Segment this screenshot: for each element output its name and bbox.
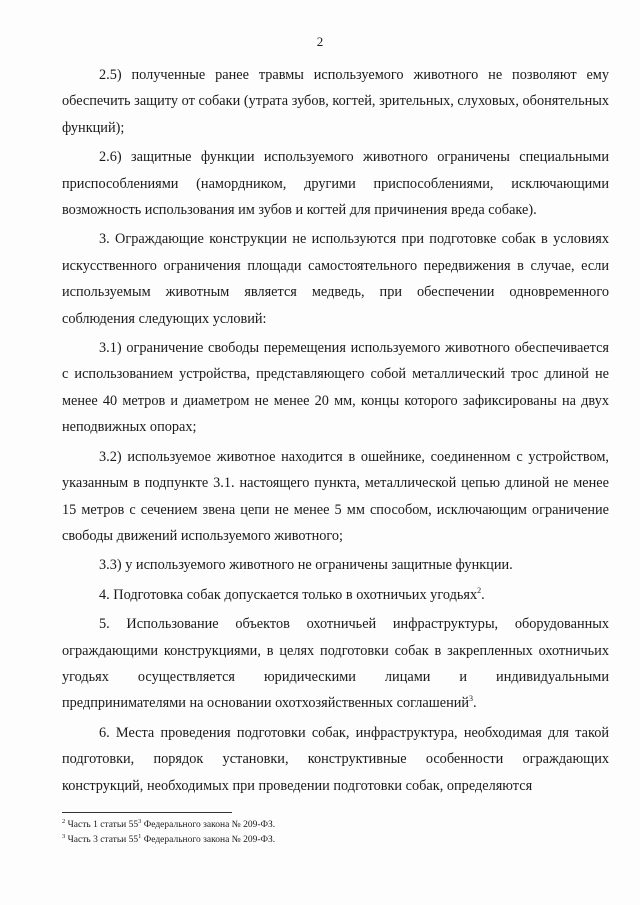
footnote-text: Часть 3 статьи 55	[65, 835, 139, 845]
footnote-divider	[62, 812, 232, 813]
footnote-mark: 2	[62, 818, 66, 825]
footnotes	[62, 818, 609, 848]
paragraph-4-end: .	[481, 586, 485, 603]
paragraph-3-1: 3.1) ограничение свободы перемещения используемого животного обеспечивается с использованием устройства, представляющего собой металлический трос длиной не менее 40 метров и диаметром не менее 20 мм, концы которого зафиксированы на двух неподвижных опорах;	[62, 340, 609, 436]
paragraph-6: 6. Места проведения подготовки собак, инфраструктура, необходимая для такой подготовки, порядок установки, конструктивные особенности ограждающих конструкций, необходимых при проведении подготовки собак, определяются	[62, 724, 609, 794]
footnote-ref-3: 3	[469, 694, 474, 704]
paragraph-2-5: 2.5) полученные ранее травмы используемого животного не позволяют ему обеспечить защиту от собаки (утрата зубов, когтей, зрительных, слуховых, обонятельных функций);	[62, 67, 609, 136]
footnote-3	[62, 833, 609, 848]
footnote-mark: 3	[62, 833, 66, 840]
paragraph-4-text: 4. Подготовка собак допускается только в охотничьих угодьях	[99, 586, 478, 603]
document-body	[62, 62, 609, 802]
page-number: 2	[316, 34, 324, 49]
footnote-ref-2: 2	[477, 585, 482, 595]
paragraph-4	[62, 582, 609, 608]
footnote-text-end: Федерального закона № 209-ФЗ.	[141, 835, 276, 845]
paragraph-5	[62, 611, 609, 717]
footnote-text: Часть 1 статьи 55	[65, 820, 139, 830]
paragraph-3-2: 3.2) используемое животное находится в ошейнике, соединенном с устройством, указанным в подпункте 3.1. настоящего пункта, металлической цепью длиной не менее 15 метров с сечением звена цепи не менее 5 мм способом, исключающим ограничение свободы движений используемого животного;	[62, 448, 609, 544]
footnote-article-sup: 1	[138, 833, 142, 840]
paragraph-3: 3. Ограждающие конструкции не используются при подготовке собак в условиях искусственного ограничения площади самостоятельного передвижения в случае, если используемым животным является медведь, при обеспечении одновременного соблюдения следующих условий:	[62, 231, 609, 327]
footnote-article-sup: 3	[138, 818, 142, 825]
paragraph-5-end: .	[473, 695, 477, 712]
footnote-2	[62, 818, 609, 833]
paragraph-3-3: 3.3) у используемого животного не ограничены защитные функции.	[99, 557, 513, 574]
paragraph-5-text: 5. Использование объектов охотничьей инфраструктуры, оборудованных ограждающими конструкциями, в целях подготовки собак в закрепленных охотничьих угодьях осуществляется юридическими лицами и индивидуальными предпринимателями на основании охотхозяйственных соглашений	[62, 616, 609, 712]
footnote-text-end: Федерального закона № 209-ФЗ.	[141, 820, 276, 830]
paragraph-2-6: 2.6) защитные функции используемого животного ограничены специальными приспособлениями (намордником, другими приспособлениями, исключающими возможность использования им зубов и когтей для причинения вреда собаке).	[62, 149, 609, 219]
